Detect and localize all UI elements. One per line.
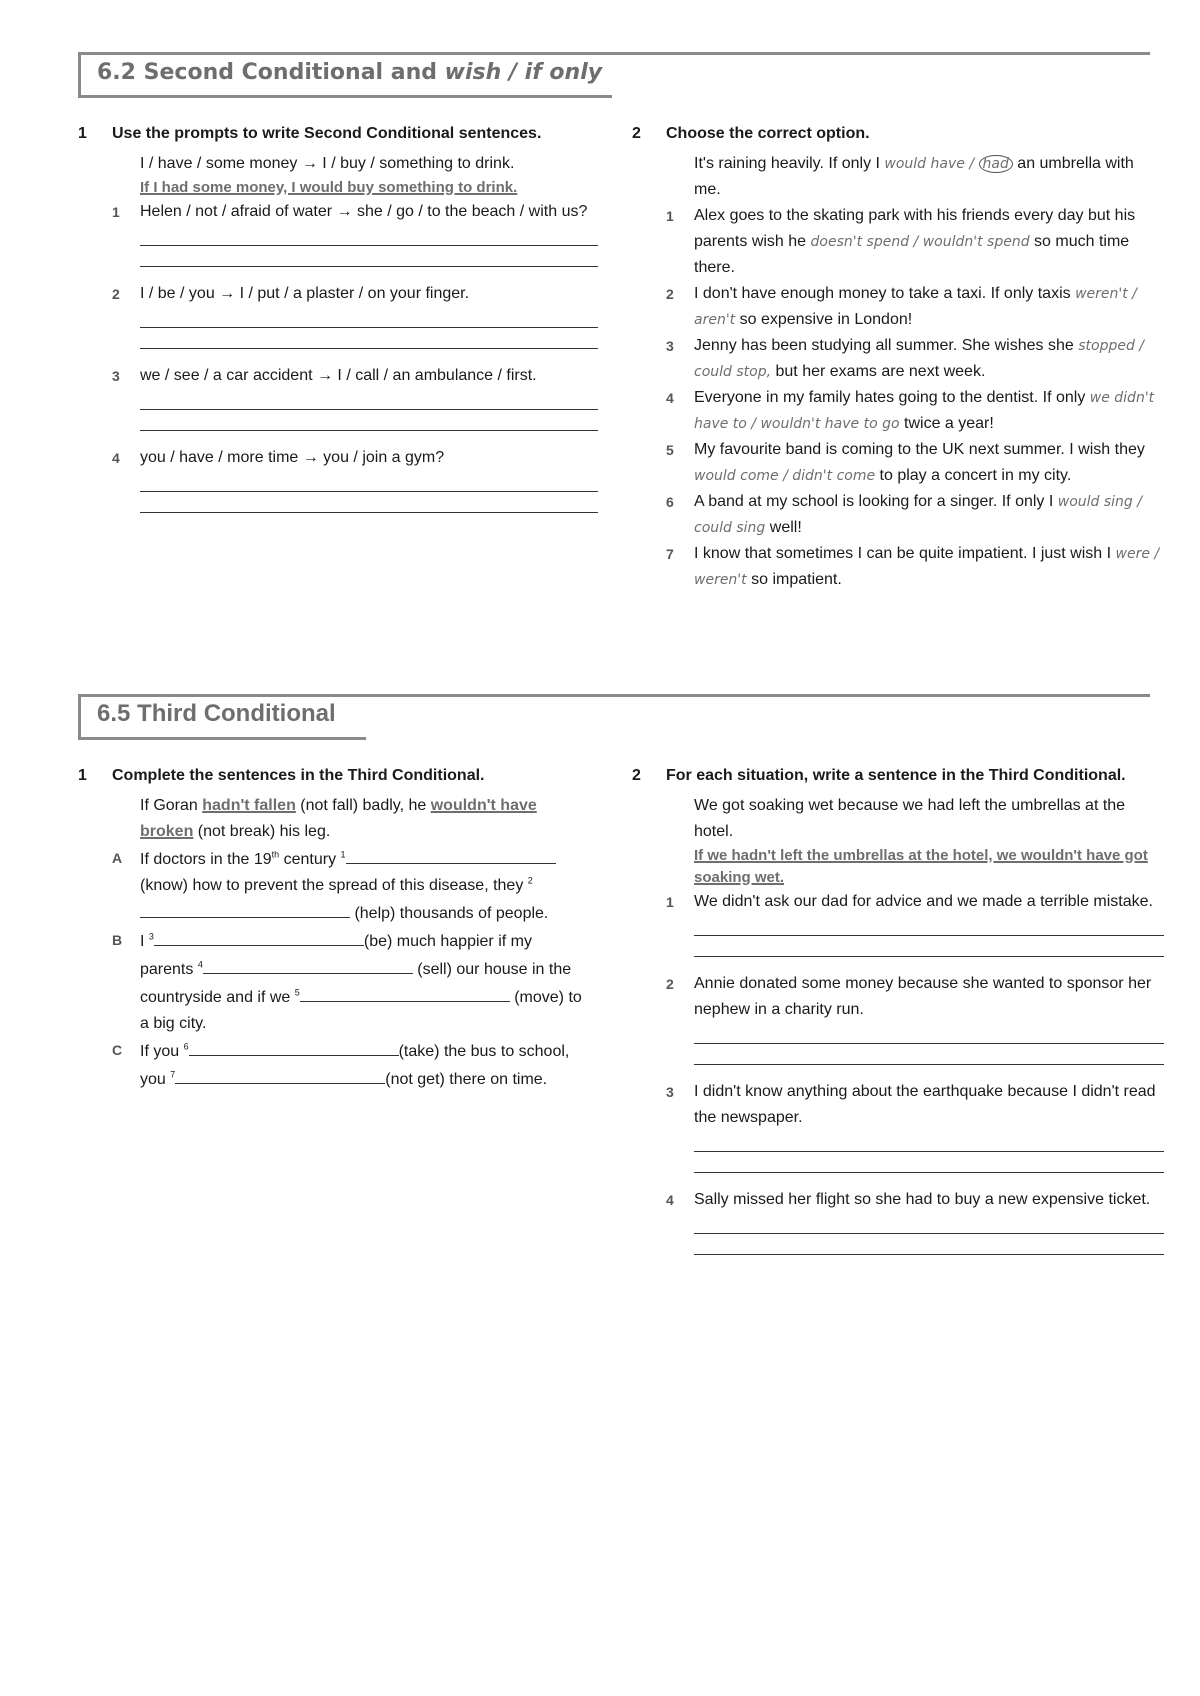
blank-input[interactable]	[140, 899, 350, 918]
example-prompt: I / have / some money → I / buy / something to drink.	[140, 155, 515, 172]
option-item: 6 A band at my school is looking for a singer. If only I would sing / could sing well!	[666, 493, 1142, 536]
exercise-instruction: 2 Choose the correct option.	[632, 125, 870, 142]
answer-line[interactable]	[140, 512, 598, 513]
example-answer: If we hadn't left the umbrellas at the hotel, we wouldn't have got soaking wet.	[694, 847, 1148, 886]
option-choice[interactable]: would sing / could sing	[694, 494, 1142, 536]
exercise-instruction: 1 Use the prompts to write Second Conditional sentences.	[78, 125, 542, 142]
exercise-item: 4 you / have / more time → you / join a gym?	[112, 449, 445, 466]
blank-input[interactable]	[175, 1065, 385, 1084]
example-answer: If I had some money, I would buy something to drink.	[140, 179, 518, 196]
blank-input[interactable]	[154, 927, 364, 946]
gap-fill-item-c: C If you $^6$ (take) the bus to school, you $^7$ (not get) there on time.	[78, 1037, 588, 1093]
option-choice[interactable]: doesn't spend / wouldn't spend	[810, 234, 1030, 250]
option-item: 4 Everyone in my family hates going to the dentist. If only we didn't have to / wouldn't have to go twice a year!	[666, 389, 1155, 432]
gap-fill-item-a: A If doctors in the 19th century $^1$ (know) how to prevent the spread of this disease, they $^2$ (help) thousands of people.	[78, 845, 588, 927]
gap-fill-item-b: B I $^3$ (be) much happier if my parents $^4$ (sell) our house in the countryside and if we $^5$ (move) to a big city.	[78, 927, 588, 1037]
example-sentence: If Goran hadn't fallen (not fall) badly, he wouldn't have broken (not break) his leg.	[140, 797, 537, 840]
answer-line[interactable]	[694, 1254, 1164, 1255]
section-title: 6.5 Third Conditional	[78, 694, 366, 740]
option-item: 1 Alex goes to the skating park with his friends every day but his parents wish he doesn't spend / wouldn't spend so much time there.	[666, 207, 1136, 276]
exercise-item: 1 Helen / not / afraid of water → she / go / to the beach / with us?	[112, 203, 588, 220]
exercise-2-choose-option	[632, 122, 1162, 593]
blank-input[interactable]	[300, 983, 510, 1002]
option-choice[interactable]: stopped / could stop,	[694, 338, 1145, 380]
exercise-1-third-conditional	[78, 764, 588, 1093]
situation-item: 2 Annie donated some money because she wanted to sponsor her nephew in a charity run.	[666, 975, 1152, 1018]
exercise-2-third-conditional-situations	[632, 764, 1162, 1255]
option-choice[interactable]: weren't / aren't	[694, 286, 1137, 328]
circled-option[interactable]: had	[979, 155, 1013, 173]
exercise-item: 3 we / see / a car accident → I / call / an ambulance / first.	[112, 367, 537, 384]
option-item: 2 I don't have enough money to take a taxi. If only taxis weren't / aren't so expensive in London!	[666, 285, 1137, 328]
exercise-item: 2 I / be / you → I / put / a plaster / on your finger.	[112, 285, 470, 302]
blank-input[interactable]	[346, 845, 556, 864]
situation-item: 4 Sally missed her flight so she had to buy a new expensive ticket.	[666, 1191, 1151, 1208]
exercise-instruction: 1 Complete the sentences in the Third Conditional.	[78, 767, 485, 784]
option-choice[interactable]: we didn't have to / wouldn't have to go	[694, 390, 1155, 432]
section-title: 6.2 Second Conditional and wish / if only	[78, 52, 612, 98]
exercise-1-second-conditional	[78, 122, 598, 513]
situation-item: 3 I didn't know anything about the earthquake because I didn't read the newspaper.	[666, 1083, 1156, 1126]
option-choice[interactable]: were / weren't	[694, 546, 1160, 588]
option-choice[interactable]: would come / didn't come	[694, 468, 876, 484]
example-sentence: It's raining heavily. If only I would have / had an umbrella with me.	[694, 155, 1134, 198]
exercise-instruction: 2 For each situation, write a sentence in the Third Conditional.	[632, 767, 1126, 784]
blank-input[interactable]	[189, 1037, 399, 1056]
example-situation: We got soaking wet because we had left the umbrellas at the hotel.	[694, 797, 1126, 840]
option-item: 5 My favourite band is coming to the UK next summer. I wish they would come / didn't come to play a concert in my city.	[666, 441, 1145, 484]
situation-item: 1 We didn't ask our dad for advice and we made a terrible mistake.	[666, 893, 1153, 910]
option-item: 7 I know that sometimes I can be quite impatient. I just wish I were / weren't so impatient.	[666, 545, 1160, 588]
blank-input[interactable]	[203, 955, 413, 974]
option-item: 3 Jenny has been studying all summer. She wishes she stopped / could stop, but her exams are next week.	[666, 337, 1145, 380]
